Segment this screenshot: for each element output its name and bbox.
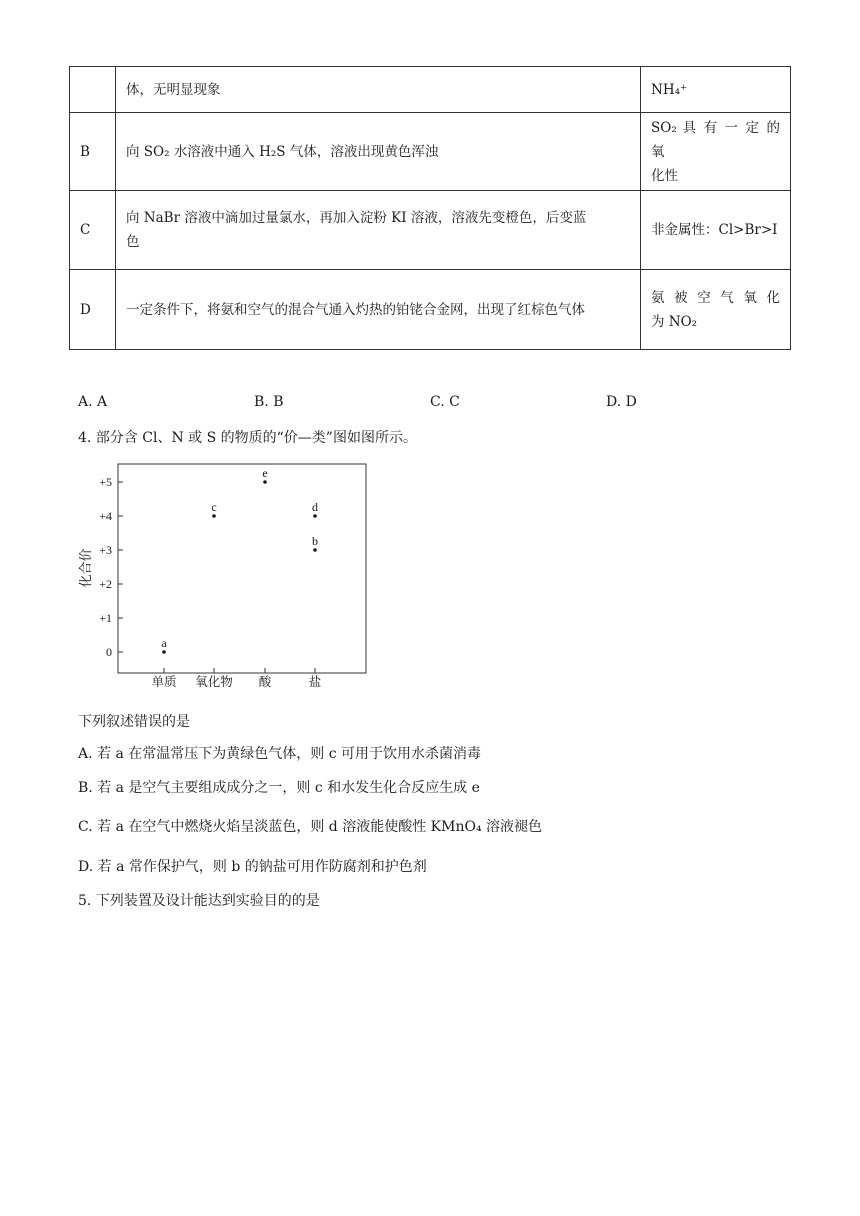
plot-frame bbox=[118, 464, 366, 673]
x-tick-label: 单质 bbox=[151, 675, 177, 689]
question-3-table bbox=[69, 66, 791, 350]
y-axis-label: 化合价 bbox=[78, 548, 93, 588]
point-c bbox=[212, 514, 216, 518]
point-label-e: e bbox=[262, 466, 268, 480]
row-description: 向 SO₂ 水溶液中通入 H₂S 气体，溶液出现黄色浑浊 bbox=[116, 113, 641, 191]
q4-stem: 4. 部分含 Cl、N 或 S 的物质的“价—类”图如图所示。 bbox=[78, 430, 417, 446]
point-label-a: a bbox=[161, 636, 167, 650]
row-result-line: 为 NO₂ bbox=[651, 313, 698, 330]
row-label: D bbox=[70, 270, 116, 350]
row-label: B bbox=[70, 113, 116, 191]
row-result bbox=[641, 270, 791, 350]
q5-stem: 5. 下列装置及设计能达到实验目的的是 bbox=[78, 893, 320, 909]
q4-prompt: 下列叙述错误的是 bbox=[78, 714, 190, 730]
q4-option-a: A. 若 a 在常温常压下为黄绿色气体，则 c 可用于饮用水杀菌消毒 bbox=[78, 746, 481, 762]
row-description: 一定条件下，将氨和空气的混合气通入灼热的铂铑合金网，出现了红棕色气体 bbox=[116, 270, 641, 350]
row-label: C bbox=[70, 191, 116, 270]
table-row bbox=[70, 191, 791, 270]
row-description-line: 色 bbox=[126, 234, 140, 250]
y-ticks bbox=[99, 475, 123, 659]
point-label-b: b bbox=[312, 534, 318, 548]
row-result-line: 化性 bbox=[651, 167, 678, 184]
row-label bbox=[70, 67, 116, 113]
y-tick-label: +2 bbox=[99, 577, 112, 591]
q4-option-d: D. 若 a 常作保护气，则 b 的钠盐可用作防腐剂和护色剂 bbox=[78, 859, 427, 875]
x-ticks bbox=[151, 668, 321, 689]
table-row bbox=[70, 113, 791, 191]
point-b bbox=[313, 548, 317, 552]
row-description-line: 向 NaBr 溶液中滴加过量氯水，再加入淀粉 KI 溶液，溶液先变橙色，后变蓝 bbox=[126, 210, 587, 226]
row-description: 体，无明显现象 bbox=[116, 67, 641, 113]
q3-option-a: A. A bbox=[78, 394, 108, 410]
row-result bbox=[641, 113, 791, 191]
row-result: 非金属性：Cl>Br>I bbox=[641, 191, 791, 270]
q4-option-c: C. 若 a 在空气中燃烧火焰呈淡蓝色，则 d 溶液能使酸性 KMnO₄ 溶液褪色 bbox=[78, 819, 543, 835]
point-a bbox=[162, 650, 166, 654]
q3-option-b: B. B bbox=[254, 394, 284, 410]
data-points bbox=[161, 466, 318, 654]
q3-option-d: D. D bbox=[606, 394, 637, 410]
q4-option-b: B. 若 a 是空气主要组成成分之一，则 c 和水发生化合反应生成 e bbox=[78, 780, 480, 796]
row-result-line: SO₂ 具 有 一 定 的 氧 bbox=[651, 119, 780, 160]
x-tick-label: 盐 bbox=[308, 675, 322, 689]
x-tick-label: 酸 bbox=[258, 675, 272, 689]
y-tick-label: +5 bbox=[99, 475, 112, 489]
row-result: NH₄⁺ bbox=[641, 67, 791, 113]
y-tick-label: +3 bbox=[99, 543, 112, 557]
y-tick-label: +1 bbox=[99, 611, 112, 625]
row-description bbox=[116, 191, 641, 270]
point-label-d: d bbox=[312, 500, 318, 514]
table-row bbox=[70, 67, 791, 113]
y-tick-label: +4 bbox=[99, 509, 112, 523]
point-label-c: c bbox=[211, 500, 217, 514]
point-d bbox=[313, 514, 317, 518]
point-e bbox=[263, 480, 267, 484]
valence-class-chart bbox=[78, 461, 378, 693]
q3-option-c: C. C bbox=[430, 394, 460, 410]
x-tick-label: 氧化物 bbox=[195, 675, 233, 689]
row-result-line: 氨 被 空 气 氧 化 bbox=[651, 289, 780, 306]
table-row bbox=[70, 270, 791, 350]
y-tick-label: 0 bbox=[106, 645, 112, 659]
